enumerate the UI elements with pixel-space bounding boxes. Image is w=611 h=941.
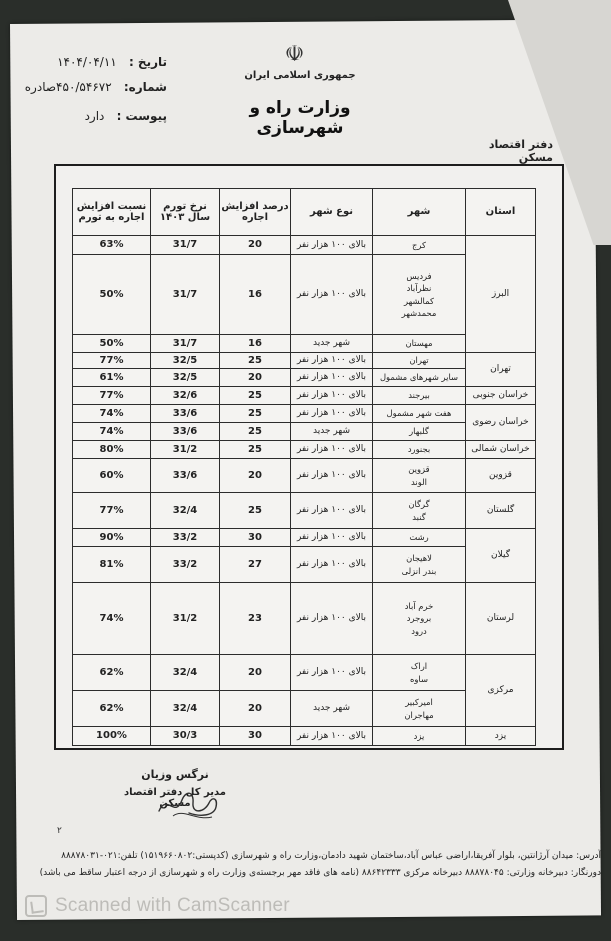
ratio-cell: 90% bbox=[73, 529, 151, 547]
city-type-cell: بالای ۱۰۰ هزار نفر bbox=[291, 369, 373, 387]
rent-increase-cell: 25 bbox=[220, 405, 291, 423]
rent-increase-table bbox=[72, 188, 536, 746]
ratio-cell: 50% bbox=[73, 335, 151, 353]
ratio-cell: 77% bbox=[73, 353, 151, 369]
number-label: شماره: bbox=[123, 80, 167, 94]
rent-increase-cell: 25 bbox=[220, 423, 291, 441]
ratio-cell: 61% bbox=[73, 369, 151, 387]
rent-increase-cell: 25 bbox=[220, 387, 291, 405]
province-cell: خراسان رضوی bbox=[466, 405, 536, 441]
table-row bbox=[73, 493, 536, 529]
inflation-header: نرخ تورم سال ۱۴۰۳ bbox=[151, 189, 220, 236]
inflation-cell: 31/7 bbox=[151, 255, 220, 335]
city-type-header: نوع شهر bbox=[291, 189, 373, 236]
city-cell: اراک ساوه bbox=[373, 655, 466, 691]
attachment-label: پیوست : bbox=[116, 109, 167, 123]
city-cell: بجنورد bbox=[373, 441, 466, 459]
city-type-cell: بالای ۱۰۰ هزار نفر bbox=[291, 655, 373, 691]
province-cell: خراسان جنوبی bbox=[466, 387, 536, 405]
department-title: دفتر اقتصاد مسکن bbox=[488, 138, 553, 164]
city-cell: یزد bbox=[373, 727, 466, 746]
rent-increase-cell: 20 bbox=[220, 236, 291, 255]
government-name: جمهوری اسلامی ایران bbox=[244, 70, 356, 81]
rent-increase-cell: 25 bbox=[220, 353, 291, 369]
city-type-cell: بالای ۱۰۰ هزار نفر bbox=[291, 547, 373, 583]
city-type-cell: شهر جدید bbox=[291, 335, 373, 353]
page-number: ۲ bbox=[57, 826, 62, 836]
province-cell: قزوین bbox=[466, 459, 536, 493]
table-row bbox=[73, 236, 536, 255]
rent-increase-cell: 20 bbox=[220, 369, 291, 387]
inflation-cell: 32/5 bbox=[151, 369, 220, 387]
city-type-cell: بالای ۱۰۰ هزار نفر bbox=[291, 583, 373, 655]
table-row bbox=[73, 727, 536, 746]
city-cell: رشت bbox=[373, 529, 466, 547]
table-row bbox=[73, 655, 536, 691]
inflation-cell: 31/2 bbox=[151, 441, 220, 459]
inflation-cell: 32/4 bbox=[151, 655, 220, 691]
city-cell: هفت شهر مشمول bbox=[373, 405, 466, 423]
rent-increase-cell: 25 bbox=[220, 493, 291, 529]
inflation-cell: 32/5 bbox=[151, 353, 220, 369]
city-type-cell: بالای ۱۰۰ هزار نفر bbox=[291, 459, 373, 493]
date-value: ۱۴۰۴/۰۴/۱۱ bbox=[57, 55, 117, 69]
rent-increase-cell: 20 bbox=[220, 459, 291, 493]
rent-increase-cell: 30 bbox=[220, 727, 291, 746]
province-cell: لرستان bbox=[466, 583, 536, 655]
city-cell: تهران bbox=[373, 353, 466, 369]
city-cell: کرج bbox=[373, 236, 466, 255]
table-row bbox=[73, 387, 536, 405]
city-cell: بیرجند bbox=[373, 387, 466, 405]
province-cell: یزد bbox=[466, 727, 536, 746]
city-type-cell: بالای ۱۰۰ هزار نفر bbox=[291, 255, 373, 335]
attachment-line bbox=[84, 109, 167, 123]
city-cell: گلبهار bbox=[373, 423, 466, 441]
ratio-cell: 62% bbox=[73, 655, 151, 691]
city-header: شهر bbox=[373, 189, 466, 236]
city-cell: قزوین الوند bbox=[373, 459, 466, 493]
city-cell: سایر شهرهای مشمول bbox=[373, 369, 466, 387]
date-line bbox=[57, 55, 167, 69]
city-type-cell: بالای ۱۰۰ هزار نفر bbox=[291, 493, 373, 529]
ratio-cell: 60% bbox=[73, 459, 151, 493]
ratio-cell: 77% bbox=[73, 387, 151, 405]
inflation-cell: 33/2 bbox=[151, 547, 220, 583]
number-line bbox=[24, 80, 167, 94]
date-label: تاریخ : bbox=[128, 55, 167, 69]
rent-increase-cell: 25 bbox=[220, 441, 291, 459]
province-cell: گلستان bbox=[466, 493, 536, 529]
rent-increase-cell: 23 bbox=[220, 583, 291, 655]
scanner-watermark bbox=[25, 894, 290, 918]
province-cell: مرکزی bbox=[466, 655, 536, 727]
table-row bbox=[73, 459, 536, 493]
rent-increase-header: درصد افزایش اجاره bbox=[220, 189, 291, 236]
table-row bbox=[73, 441, 536, 459]
rent-increase-cell: 16 bbox=[220, 335, 291, 353]
city-type-cell: بالای ۱۰۰ هزار نفر bbox=[291, 529, 373, 547]
province-cell: خراسان شمالی bbox=[466, 441, 536, 459]
rent-increase-cell: 30 bbox=[220, 529, 291, 547]
inflation-cell: 33/2 bbox=[151, 529, 220, 547]
city-cell: گرگان گنبد bbox=[373, 493, 466, 529]
ratio-cell: 63% bbox=[73, 236, 151, 255]
city-cell: لاهیجان بندر انزلی bbox=[373, 547, 466, 583]
inflation-cell: 33/6 bbox=[151, 459, 220, 493]
city-cell: فردیس نظرآباد کمالشهر محمدشهر bbox=[373, 255, 466, 335]
rent-increase-cell: 20 bbox=[220, 655, 291, 691]
city-cell: امیرکبیر مهاجران bbox=[373, 691, 466, 727]
rent-increase-cell: 16 bbox=[220, 255, 291, 335]
table-row bbox=[73, 529, 536, 547]
ratio-cell: 77% bbox=[73, 493, 151, 529]
footer-address: آدرس: میدان آرژانتین، بلوار آفریقا،اراضی عباس آباد،ساختمان شهید دادمان،وزارت راه و شهرسازی (کدپستی:۱۵۱۹۶۶۰۸۰۲) تلفن:۰۲۱-۸۸۸۷۸۰۳۱ bbox=[61, 851, 601, 861]
signer-title: مدیر کل دفتر اقتصاد مسکن bbox=[124, 787, 226, 809]
footer-secretariat: دورنگار: دبیرخانه وزارتی: ۸۸۸۷۸۰۴۵ دبیرخانه مرکزی ۸۸۶۴۲۳۳۳ (نامه های فاقد مهر برجسته‌ی وزارت راه و شهرسازی از درجه اعتبار ساقط می باشد) bbox=[39, 868, 601, 878]
ratio-cell: 74% bbox=[73, 405, 151, 423]
table-row bbox=[73, 583, 536, 655]
table-body bbox=[73, 236, 536, 746]
table-row bbox=[73, 353, 536, 369]
table-row bbox=[73, 405, 536, 423]
inflation-cell: 32/4 bbox=[151, 493, 220, 529]
iran-emblem-icon: ☫ bbox=[284, 42, 305, 67]
city-type-cell: بالای ۱۰۰ هزار نفر bbox=[291, 387, 373, 405]
province-header: استان bbox=[466, 189, 536, 236]
rent-increase-cell: 27 bbox=[220, 547, 291, 583]
attachment-value: دارد bbox=[84, 109, 105, 123]
province-cell: تهران bbox=[466, 353, 536, 387]
ratio-cell: 74% bbox=[73, 423, 151, 441]
scanner-watermark-text: Scanned with CamScanner bbox=[55, 895, 290, 916]
inflation-cell: 33/6 bbox=[151, 423, 220, 441]
city-cell: خرم آباد بروجرد درود bbox=[373, 583, 466, 655]
number-value: ۴۵۰/۵۴۶۷۲صادره bbox=[24, 80, 112, 94]
city-type-cell: بالای ۱۰۰ هزار نفر bbox=[291, 405, 373, 423]
signer-name: نرگس وزیان bbox=[141, 768, 209, 781]
ratio-cell: 62% bbox=[73, 691, 151, 727]
city-type-cell: بالای ۱۰۰ هزار نفر bbox=[291, 441, 373, 459]
ratio-cell: 50% bbox=[73, 255, 151, 335]
ministry-title: وزارت راه و شهرسازی bbox=[249, 98, 351, 138]
city-type-cell: بالای ۱۰۰ هزار نفر bbox=[291, 236, 373, 255]
camscanner-logo-icon bbox=[25, 895, 47, 917]
rent-increase-cell: 20 bbox=[220, 691, 291, 727]
inflation-cell: 31/7 bbox=[151, 236, 220, 255]
city-type-cell: بالای ۱۰۰ هزار نفر bbox=[291, 353, 373, 369]
city-type-cell: شهر جدید bbox=[291, 691, 373, 727]
handwritten-signature bbox=[155, 786, 223, 822]
province-cell: گیلان bbox=[466, 529, 536, 583]
ratio-cell: 100% bbox=[73, 727, 151, 746]
ratio-cell: 74% bbox=[73, 583, 151, 655]
city-type-cell: بالای ۱۰۰ هزار نفر bbox=[291, 727, 373, 746]
inflation-cell: 32/6 bbox=[151, 387, 220, 405]
inflation-cell: 32/4 bbox=[151, 691, 220, 727]
ratio-header: نسبت افزایش اجاره به تورم bbox=[73, 189, 151, 236]
ratio-cell: 80% bbox=[73, 441, 151, 459]
inflation-cell: 33/6 bbox=[151, 405, 220, 423]
ratio-cell: 81% bbox=[73, 547, 151, 583]
province-cell: البرز bbox=[466, 236, 536, 353]
inflation-cell: 30/3 bbox=[151, 727, 220, 746]
inflation-cell: 31/7 bbox=[151, 335, 220, 353]
city-type-cell: شهر جدید bbox=[291, 423, 373, 441]
table-header-row bbox=[73, 189, 536, 236]
inflation-cell: 31/2 bbox=[151, 583, 220, 655]
city-cell: مهستان bbox=[373, 335, 466, 353]
